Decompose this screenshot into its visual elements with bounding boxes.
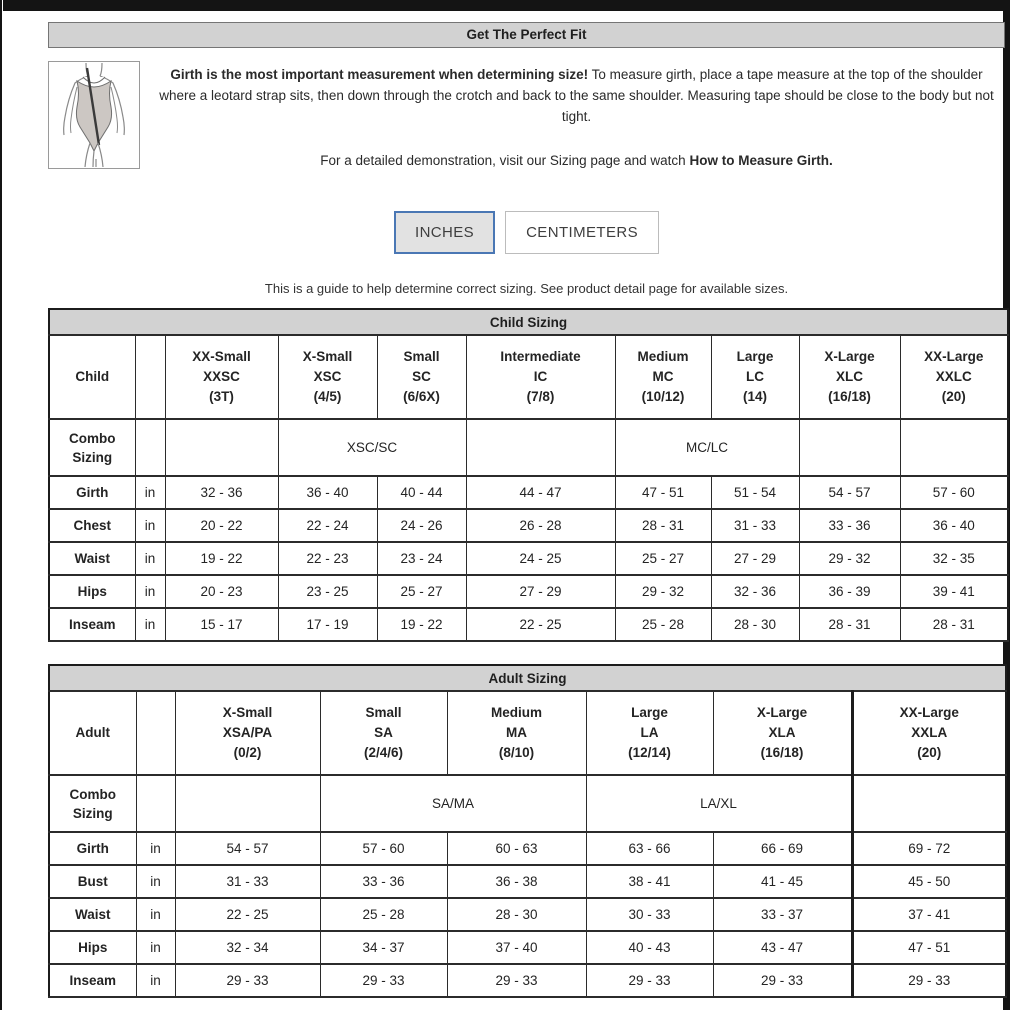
size-range-cell: 29 - 32 [615,575,711,608]
combo-size-cell: SA/MA [320,775,586,832]
table-row [49,575,1008,608]
combo-size-cell [175,775,320,832]
size-range-label: (3T) [209,389,234,404]
adult-sizing-table [48,664,1007,998]
size-range-cell: 19 - 22 [165,542,278,575]
table-row [49,476,1008,509]
size-range-cell: 34 - 37 [320,931,447,964]
unit-cell: in [136,832,175,865]
size-range-cell: 47 - 51 [615,476,711,509]
combo-size-cell [466,419,615,476]
size-range-cell: 69 - 72 [852,832,1006,865]
size-range-cell: 37 - 40 [447,931,586,964]
unit-cell: in [135,608,165,641]
size-name: X-Small [302,349,353,364]
measurement-label: Hips [49,931,136,964]
combo-unit-cell [136,775,175,832]
size-column-header [852,691,1006,775]
size-code: LA [640,725,659,740]
adult-corner-label: Adult [49,691,136,775]
size-name: XX-Large [924,349,984,364]
size-code: MA [506,725,527,740]
size-range-cell: 57 - 60 [320,832,447,865]
size-range-cell: 22 - 25 [175,898,320,931]
size-range-label: (12/14) [628,745,671,760]
demo-paragraph [152,150,1001,171]
size-range-cell: 33 - 36 [320,865,447,898]
size-range-cell: 15 - 17 [165,608,278,641]
size-name: XX-Small [192,349,251,364]
page-content [48,0,1005,998]
size-column-header [175,691,320,775]
size-range-cell: 44 - 47 [466,476,615,509]
size-range-label: (20) [917,745,942,760]
size-column-header [713,691,852,775]
size-code: IC [533,369,548,384]
unit-cell: in [135,542,165,575]
size-range-cell: 66 - 69 [713,832,852,865]
size-range-label: (8/10) [498,745,535,760]
size-name: Medium [490,705,542,720]
size-range-label: (14) [742,389,767,404]
combo-sizing-label: Combo Sizing [49,775,136,832]
size-range-label: (6/6X) [403,389,440,404]
size-range-cell: 36 - 38 [447,865,586,898]
intro-paragraph [152,64,1001,127]
size-range-cell: 36 - 39 [799,575,900,608]
child-corner-label: Child [49,335,135,419]
size-range-cell: 54 - 57 [799,476,900,509]
size-range-cell: 33 - 36 [799,509,900,542]
size-range-cell: 25 - 28 [320,898,447,931]
size-range-cell: 31 - 33 [175,865,320,898]
size-range-cell: 29 - 32 [799,542,900,575]
combo-size-cell [852,775,1006,832]
size-code: XXLA [911,725,948,740]
size-code: XXSC [203,369,240,384]
demo-bold-text: How to Measure Girth. [689,153,833,168]
size-code: SA [374,725,393,740]
measurement-label: Inseam [49,964,136,997]
frame-left-bar [0,0,2,1010]
size-range-cell: 45 - 50 [852,865,1006,898]
table-row [49,865,1006,898]
size-range-cell: 23 - 25 [278,575,377,608]
size-range-cell: 32 - 36 [165,476,278,509]
size-range-cell: 32 - 35 [900,542,1008,575]
adult-sizing-title: Adult Sizing [49,665,1006,691]
size-name: Medium [637,349,689,364]
size-range-cell: 29 - 33 [852,964,1006,997]
size-range-cell: 29 - 33 [175,964,320,997]
size-range-label: (16/18) [828,389,871,404]
size-range-label: (7/8) [526,389,555,404]
intro-bold-text: Girth is the most important measurement when determining size! [170,67,589,82]
size-range-cell: 30 - 33 [586,898,713,931]
intro-body-text: To measure girth, place a tape measure at the top of the shoulder where a leotard strap sits, then down through the crotch and back to the same shoulder. Measuring tape should be close to the body but not tight. [159,67,994,124]
size-column-header [165,335,278,419]
size-range-label: (10/12) [641,389,685,404]
size-range-cell: 26 - 28 [466,509,615,542]
size-column-header [799,335,900,419]
unit-cell: in [135,509,165,542]
size-name: Small [365,705,402,720]
size-range-cell: 32 - 34 [175,931,320,964]
size-range-cell: 57 - 60 [900,476,1008,509]
size-column-header [447,691,586,775]
size-range-cell: 36 - 40 [900,509,1008,542]
size-range-cell: 39 - 41 [900,575,1008,608]
measurement-label: Girth [49,832,136,865]
size-column-header [278,335,377,419]
size-code: SC [412,369,431,384]
centimeters-button[interactable]: CENTIMETERS [505,211,659,254]
size-range-label: (20) [941,389,966,404]
size-range-cell: 31 - 33 [711,509,799,542]
size-column-header [586,691,713,775]
measurement-label: Bust [49,865,136,898]
size-range-cell: 51 - 54 [711,476,799,509]
unit-cell: in [136,898,175,931]
size-range-cell: 28 - 30 [447,898,586,931]
size-range-cell: 20 - 22 [165,509,278,542]
inches-button[interactable]: INCHES [394,211,495,254]
size-range-cell: 47 - 51 [852,931,1006,964]
size-range-cell: 43 - 47 [713,931,852,964]
size-range-cell: 32 - 36 [711,575,799,608]
size-range-cell: 63 - 66 [586,832,713,865]
size-range-cell: 37 - 41 [852,898,1006,931]
size-code: XLC [836,369,863,384]
table-row [49,898,1006,931]
size-name: X-Large [756,705,808,720]
combo-size-cell: MC/LC [615,419,799,476]
size-range-cell: 28 - 30 [711,608,799,641]
size-code: XXLC [935,369,972,384]
size-column-header [900,335,1008,419]
table-row [49,832,1006,865]
size-column-header [377,335,466,419]
unit-cell: in [136,865,175,898]
size-range-cell: 29 - 33 [447,964,586,997]
size-range-cell: 17 - 19 [278,608,377,641]
size-range-cell: 33 - 37 [713,898,852,931]
size-name: Large [631,705,668,720]
size-code: XLA [768,725,796,740]
table-row [49,608,1008,641]
size-column-header [711,335,799,419]
size-range-cell: 60 - 63 [447,832,586,865]
size-name: X-Small [222,705,273,720]
size-range-cell: 25 - 27 [615,542,711,575]
unit-column-header [135,335,165,419]
measurement-label: Chest [49,509,135,542]
unit-cell: in [136,931,175,964]
table-row [49,964,1006,997]
size-range-cell: 27 - 29 [711,542,799,575]
size-range-label: (4/5) [313,389,342,404]
size-name: Large [736,349,774,364]
size-range-label: (16/18) [760,745,804,760]
intro-section [48,61,1005,171]
table-row [49,509,1008,542]
measurement-label: Girth [49,476,135,509]
size-code: XSC [313,369,342,384]
combo-size-cell [165,419,278,476]
measurement-label: Waist [49,542,135,575]
size-range-cell: 28 - 31 [615,509,711,542]
combo-unit-cell [135,419,165,476]
unit-column-header [136,691,175,775]
size-range-cell: 24 - 25 [466,542,615,575]
sizing-note: This is a guide to help determine correct sizing. See product detail page for available sizes. [264,281,789,296]
size-range-cell: 36 - 40 [278,476,377,509]
size-range-label: (0/2) [233,745,262,760]
size-name: Intermediate [500,349,581,364]
combo-size-cell [799,419,900,476]
size-name: XX-Large [899,705,959,720]
unit-cell: in [136,964,175,997]
child-sizing-table [48,308,1009,642]
size-name: X-Large [824,349,875,364]
size-code: MC [652,369,674,384]
size-range-cell: 22 - 24 [278,509,377,542]
size-range-cell: 28 - 31 [799,608,900,641]
size-range-cell: 40 - 43 [586,931,713,964]
unit-toggle [48,211,1005,254]
demo-text: For a detailed demonstration, visit our Sizing page and watch [320,153,686,168]
size-range-cell: 22 - 23 [278,542,377,575]
measurement-label: Inseam [49,608,135,641]
size-range-cell: 20 - 23 [165,575,278,608]
combo-size-cell: LA/XL [586,775,852,832]
size-column-header [466,335,615,419]
combo-sizing-label: Combo Sizing [49,419,135,476]
table-row [49,931,1006,964]
size-code: LC [746,369,764,384]
size-range-cell: 25 - 27 [377,575,466,608]
size-range-cell: 29 - 33 [320,964,447,997]
size-range-cell: 22 - 25 [466,608,615,641]
size-range-cell: 54 - 57 [175,832,320,865]
unit-cell: in [135,476,165,509]
size-code: XSA/PA [222,725,273,740]
size-column-header [615,335,711,419]
size-range-cell: 40 - 44 [377,476,466,509]
child-sizing-title: Child Sizing [49,309,1008,335]
size-range-cell: 29 - 33 [713,964,852,997]
page-title: Get The Perfect Fit [48,22,1005,48]
size-range-cell: 25 - 28 [615,608,711,641]
size-range-cell: 24 - 26 [377,509,466,542]
measurement-label: Waist [49,898,136,931]
unit-cell: in [135,575,165,608]
size-range-cell: 29 - 33 [586,964,713,997]
size-range-cell: 27 - 29 [466,575,615,608]
size-range-cell: 38 - 41 [586,865,713,898]
combo-size-cell [900,419,1008,476]
measurement-label: Hips [49,575,135,608]
size-column-header [320,691,447,775]
size-range-cell: 28 - 31 [900,608,1008,641]
size-range-cell: 19 - 22 [377,608,466,641]
size-range-cell: 23 - 24 [377,542,466,575]
combo-size-cell: XSC/SC [278,419,466,476]
intro-text [140,61,1005,171]
size-name: Small [403,349,440,364]
table-row [49,542,1008,575]
size-range-label: (2/4/6) [363,745,404,760]
size-range-cell: 41 - 45 [713,865,852,898]
girth-measurement-diagram-icon [48,61,140,169]
